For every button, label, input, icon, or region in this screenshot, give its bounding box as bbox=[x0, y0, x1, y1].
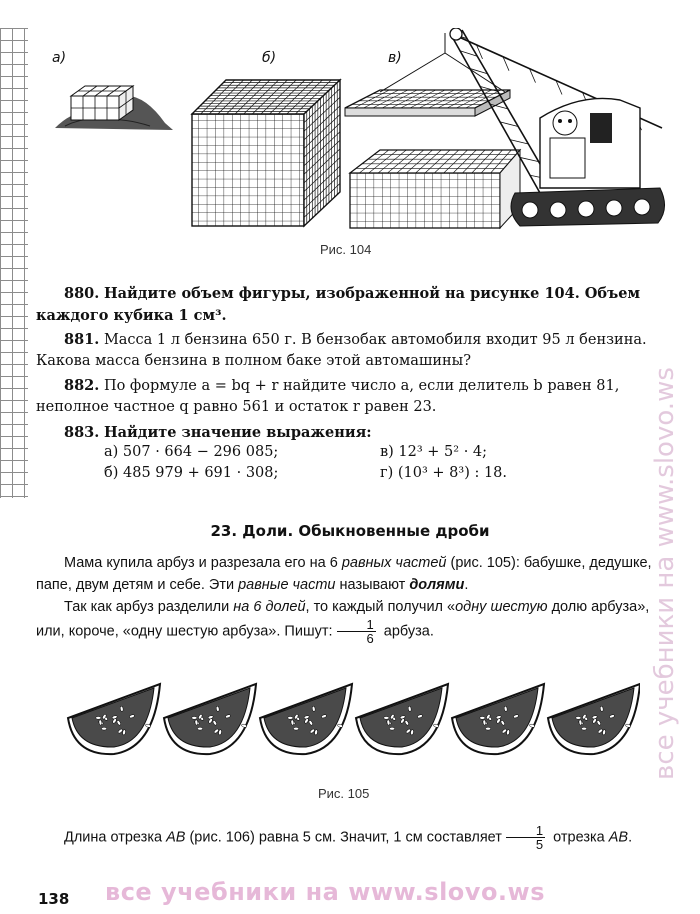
italic-text: равных частей bbox=[341, 555, 447, 571]
problem-number: 883. bbox=[64, 424, 100, 441]
text: Так как арбуз разделили bbox=[64, 599, 234, 615]
figure-label-a: а) bbox=[52, 50, 67, 66]
problem-text: Найдите объем фигуры, изображенной на рисунке 104. Объем каждого кубика 1 см³. bbox=[36, 285, 641, 324]
problem-text: По формуле a = bq + r найдите число a, если делитель b равен 81, неполное частное q равно 561 и остаток r равен 23. bbox=[36, 378, 620, 415]
problem-880 bbox=[36, 283, 666, 327]
italic-text: равные части bbox=[238, 577, 336, 593]
paragraph-1 bbox=[36, 552, 670, 596]
watermelon-slice bbox=[68, 684, 160, 754]
problem-number: 880. bbox=[64, 285, 100, 302]
problem-882 bbox=[36, 375, 666, 418]
bold-term: долями bbox=[409, 577, 465, 593]
figure-105-watermelon-slices bbox=[60, 678, 640, 758]
denominator: 6 bbox=[366, 631, 374, 646]
text: отрезка bbox=[549, 829, 609, 846]
problem-text: Найдите значение выражения: bbox=[103, 424, 372, 441]
figure-105-caption: Рис. 105 bbox=[318, 786, 370, 801]
figure-104-caption: Рис. 104 bbox=[320, 242, 372, 257]
fraction-one-sixth bbox=[337, 618, 376, 645]
italic-text: AB bbox=[608, 829, 629, 846]
problem-881 bbox=[36, 329, 666, 372]
problem-number: 882. bbox=[64, 377, 100, 394]
denominator: 5 bbox=[535, 837, 544, 852]
watermelon-slice bbox=[356, 684, 448, 754]
expression-v: в) 12³ + 5² · 4; bbox=[380, 444, 488, 460]
text: (рис. 106) равна 5 см. Значит, 1 см составляет bbox=[185, 829, 502, 846]
figure-label-c: в) bbox=[388, 50, 402, 66]
problem-number: 881. bbox=[64, 331, 100, 348]
fraction-one-fifth bbox=[506, 824, 545, 851]
numerator: 1 bbox=[506, 824, 545, 838]
text: (рис. 105): бабушке, дедушке, папе, двум детям и себе. Эти bbox=[36, 555, 652, 593]
numerator: 1 bbox=[337, 618, 376, 632]
figure-label-b: б) bbox=[262, 50, 277, 66]
watermelon-slice bbox=[164, 684, 256, 754]
text: . bbox=[628, 829, 633, 846]
page-number: 138 bbox=[38, 890, 70, 908]
text: , то каждый получил « bbox=[305, 599, 456, 615]
paragraph-2 bbox=[36, 596, 670, 645]
figure-b-large-cube bbox=[190, 78, 350, 228]
watermark-side: все учебники на www.slovo.ws bbox=[650, 367, 680, 780]
expression-a: а) 507 · 664 − 296 085; bbox=[104, 444, 279, 460]
problem-883 bbox=[36, 422, 666, 444]
text: арбуза. bbox=[379, 623, 434, 640]
watermelon-slice bbox=[260, 684, 352, 754]
text: . bbox=[464, 577, 469, 593]
paragraph-3 bbox=[36, 824, 670, 851]
watermelon-slice bbox=[548, 684, 640, 754]
italic-text: на 6 долей bbox=[233, 599, 306, 615]
text: долю арбуза», или, короче, «одну шестую арбуза». Пишут: bbox=[36, 599, 650, 640]
watermark-bottom: все учебники на www.slovo.ws bbox=[105, 878, 545, 906]
section-title: 23. Доли. Обыкновенные дроби bbox=[210, 522, 490, 540]
figure-c-crane bbox=[340, 28, 670, 233]
text: Длина отрезка bbox=[64, 829, 167, 846]
text: Мама купила арбуз и разрезала его на 6 bbox=[64, 555, 342, 571]
expression-g: г) (10³ + 8³) : 18. bbox=[380, 465, 508, 481]
problem-text: Масса 1 л бензина 650 г. В бензобак автомобиля входит 95 л бензина. Какова масса бензина в полном баке этой автомашины? bbox=[36, 332, 647, 369]
text: называют bbox=[335, 577, 410, 593]
expression-b: б) 485 979 + 691 · 308; bbox=[104, 465, 279, 481]
figure-a-small-block bbox=[55, 78, 175, 133]
margin-grid bbox=[0, 28, 28, 498]
italic-text: одну шестую bbox=[455, 599, 548, 615]
italic-text: AB bbox=[166, 829, 186, 846]
watermelon-slice bbox=[452, 684, 544, 754]
